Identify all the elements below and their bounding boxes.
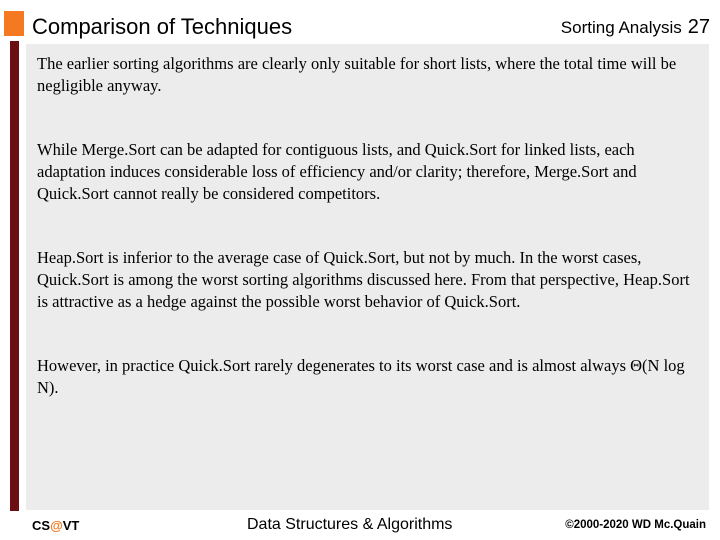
footer-course-title: Data Structures & Algorithms [247,516,453,533]
paragraph-1: The earlier sorting algorithms are clearly only suitable for short lists, where the total time will be negligible anyway. [37,54,677,95]
footer-copyright: ©2000-2020 WD Mc.Quain [565,519,706,531]
page-number: 27 [687,16,710,38]
footer-cs: CS [32,518,51,533]
paragraph-2: While Merge.Sort can be adapted for contiguous lists, and Quick.Sort for linked lists, each adaptation induces considerable loss of efficiency and/or clarity; therefore, Merge.Sort and Quick.Sort cannot really be considered competitors. [37,140,637,203]
accent-square [4,11,24,36]
paragraph-3: Heap.Sort is inferior to the average case of Quick.Sort, but not by much. In the worst cases, Quick.Sort is among the worst sorting algorithms discussed here. From that perspective, Heap.Sort is attractive as a hedge against the possible worst behavior of Quick.Sort. [37,248,690,311]
footer-course-label [32,518,79,533]
footer-vt: VT [62,518,80,533]
content-panel [26,44,709,510]
left-accent-bar [10,41,19,511]
header-right [561,16,710,39]
paragraph-4: However, in practice Quick.Sort rarely degenerates to its worst case and is almost always Θ(N log N). [37,356,685,397]
footer-at: @ [50,518,63,533]
slide-title: Comparison of Techniques [32,14,293,39]
section-label: Sorting Analysis [560,18,682,37]
